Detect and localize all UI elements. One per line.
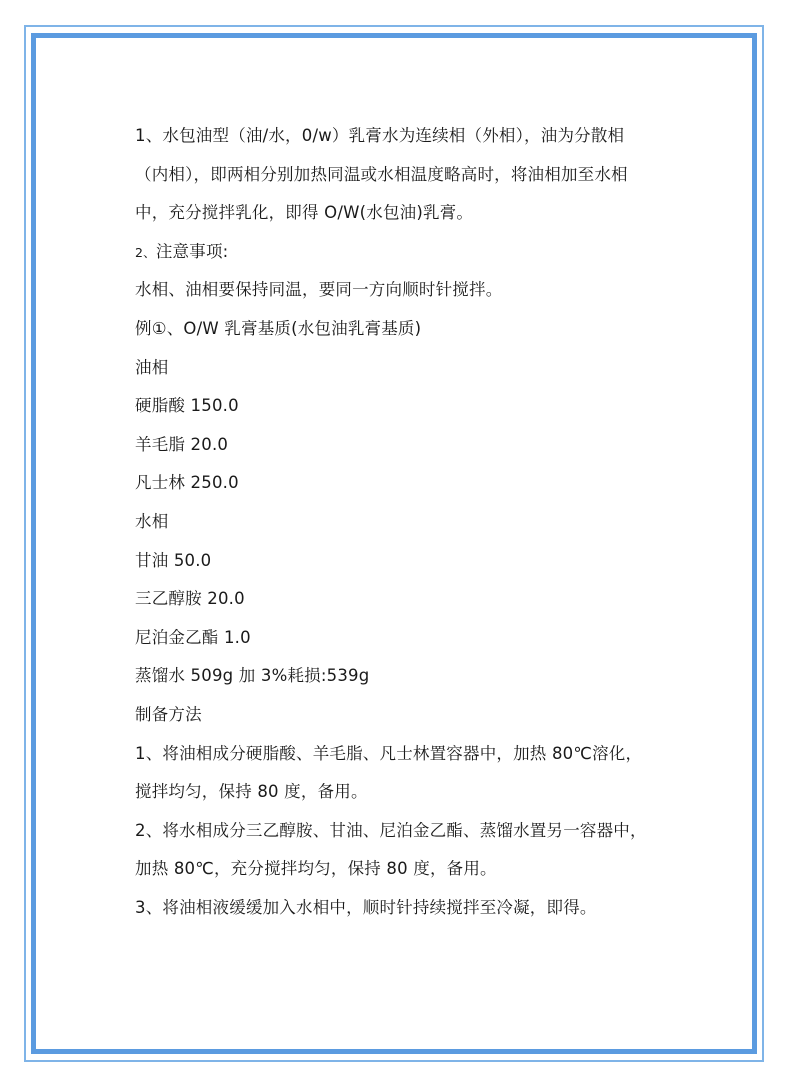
ingredient-line: 甘油 50.0 — [135, 550, 212, 570]
method-step-line: 2、将水相成分三乙醇胺、甘油、尼泊金乙酯、蒸馏水置另一容器中， — [135, 820, 647, 840]
ingredient-line: 硬脂酸 150.0 — [135, 396, 239, 416]
notes-heading — [135, 233, 680, 272]
ingredient-line: 凡士林 250.0 — [135, 473, 239, 493]
method-heading: 制备方法 — [135, 704, 202, 724]
paragraph-line: 水相、油相要保持同温，要同一方向顺时针搅拌。 — [135, 280, 503, 300]
notes-number: 2、 — [135, 244, 156, 260]
ingredient-line: 三乙醇胺 20.0 — [135, 589, 245, 609]
method-step-line: 1、将油相成分硬脂酸、羊毛脂、凡士林置容器中，加热 80℃溶化， — [135, 743, 643, 763]
paragraph-line: （内相），即两相分别加热同温或水相温度略高时，将油相加至水相 — [135, 164, 628, 184]
paragraph-line: 中，充分搅拌乳化，即得 O/W(水包油)乳膏。 — [135, 203, 474, 223]
notes-title: 注意事项: — [155, 241, 229, 261]
section-label: 水相 — [135, 511, 169, 531]
ingredient-line: 羊毛脂 20.0 — [135, 434, 229, 454]
section-label: 油相 — [135, 357, 169, 377]
paragraph-line: 1、水包油型（油/水，0/w）乳膏水为连续相（外相），油为分散相 — [135, 126, 625, 145]
ingredient-line: 蒸馏水 509g 加 3%耗损:539g — [135, 666, 370, 686]
method-step-line: 搅拌均匀，保持 80 度，备用。 — [135, 782, 368, 802]
ingredient-line: 尼泊金乙酯 1.0 — [135, 627, 251, 647]
method-step-line: 3、将油相液缓缓加入水相中，顺时针持续搅拌至冷凝，即得。 — [135, 897, 597, 917]
document-body — [135, 117, 680, 927]
method-step-line: 加热 80℃，充分搅拌均匀，保持 80 度，备用。 — [135, 859, 497, 879]
example-heading: 例①、O/W 乳膏基质(水包油乳膏基质) — [135, 318, 422, 338]
